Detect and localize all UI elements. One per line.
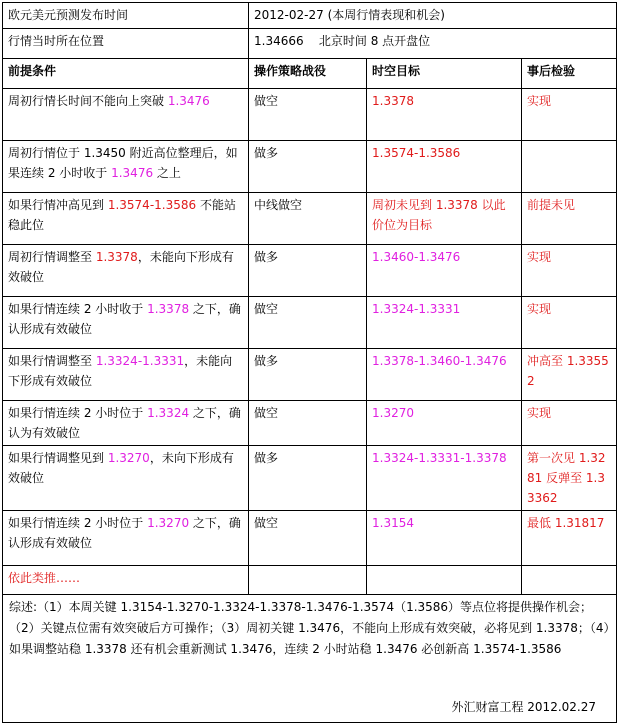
strategy-text: 做空 <box>254 94 279 108</box>
premise-cell <box>3 89 249 141</box>
rows.2.check-segment: 前提未见 <box>527 198 576 212</box>
table-row <box>3 401 617 446</box>
rows.7.target-segment: 1.3324-1.3331-1.3378 <box>372 451 507 465</box>
strategy-cell <box>249 401 367 446</box>
target-cell <box>367 446 522 511</box>
rows.4.premise-segment: 1.3378 <box>147 302 190 316</box>
rows.7.premise-segment: ，未向下形成有效破位 <box>8 451 234 485</box>
rows.5.premise-segment: 1.3324-1.3331 <box>95 354 185 368</box>
rows.9.premise-segment: 依此类推…… <box>8 571 81 585</box>
position-value-cell <box>249 29 617 59</box>
premise-cell <box>3 297 249 349</box>
rows.2.premise-segment: 不能站稳此位 <box>8 198 236 232</box>
table-row <box>3 89 617 141</box>
rows.2.premise-segment: 1.3574-1.3586 <box>107 198 197 212</box>
premise-cell <box>3 401 249 446</box>
forecast-rows <box>3 89 617 595</box>
rows.1.target-segment: 1.3574-1.3586 <box>372 146 461 160</box>
rows.7.premise-segment: 1.3270 <box>107 451 150 465</box>
check-cell <box>522 297 617 349</box>
premise-cell <box>3 245 249 297</box>
check-cell <box>522 193 617 245</box>
publish-time-row <box>3 3 617 29</box>
strategy-cell <box>249 245 367 297</box>
rows.8.target-segment: 1.3154 <box>372 516 414 530</box>
rows.5.premise-segment: ，未能向下形成有效破位 <box>8 354 233 388</box>
strategy-cell <box>249 511 367 566</box>
rows.2.target-segment: 周初未见到 1.3378 以此价位为目标 <box>372 198 506 232</box>
column-header-strategy: 操作策略战役 <box>249 59 367 89</box>
check-cell <box>522 566 617 595</box>
strategy-text: 做多 <box>254 146 279 160</box>
column-header-premise: 前提条件 <box>3 59 249 89</box>
rows.0.premise-segment: 周初行情长时间不能向上突破 <box>8 94 168 108</box>
rows.8.premise-segment: 1.3270 <box>147 516 190 530</box>
forecast-table <box>2 2 617 595</box>
position-row <box>3 29 617 59</box>
rows.4.premise-segment: 如果行情连续 2 小时收于 <box>8 302 148 316</box>
strategy-cell <box>249 193 367 245</box>
strategy-cell <box>249 141 367 193</box>
strategy-text: 做空 <box>254 516 279 530</box>
rows.0.premise-segment: 1.3476 <box>167 94 210 108</box>
table-row <box>3 245 617 297</box>
rows.3.check-segment: 实现 <box>527 250 552 264</box>
summary-box <box>2 595 617 723</box>
rows.3.target-segment: 1.3460-1.3476 <box>372 250 461 264</box>
strategy-text: 做多 <box>254 451 279 465</box>
target-cell <box>367 511 522 566</box>
rows.6.premise-segment: 如果行情连续 2 小时位于 <box>8 406 148 420</box>
rows.3.premise-segment: 周初行情调整至 <box>8 250 96 264</box>
rows.8.check-segment: 最低 1.31817 <box>527 516 605 530</box>
premise-cell <box>3 193 249 245</box>
premise-cell <box>3 446 249 511</box>
strategy-text: 做多 <box>254 250 279 264</box>
rows.8.premise-segment: 如果行情连续 2 小时位于 <box>8 516 148 530</box>
premise-cell <box>3 141 249 193</box>
strategy-text: 做空 <box>254 406 279 420</box>
target-cell <box>367 401 522 446</box>
target-cell <box>367 566 522 595</box>
check-cell <box>522 89 617 141</box>
rows.4.premise-segment: 之下，确认形成有效破位 <box>8 302 241 336</box>
table-row <box>3 297 617 349</box>
rows.4.target-segment: 1.3324-1.3331 <box>372 302 461 316</box>
rows.1.premise-segment: 之上 <box>153 166 181 180</box>
target-cell <box>367 297 522 349</box>
position-value: 1.34666 <box>254 34 304 48</box>
strategy-cell <box>249 349 367 401</box>
rows.4.check-segment: 实现 <box>527 302 552 316</box>
table-row <box>3 141 617 193</box>
rows.3.premise-segment: 1.3378 <box>95 250 138 264</box>
rows.8.premise-segment: 之下，确认形成有效破位 <box>8 516 241 550</box>
position-label: 行情当时所在位置 <box>3 29 249 59</box>
target-cell <box>367 141 522 193</box>
rows.5.premise-segment: 如果行情调整至 <box>8 354 96 368</box>
table-row <box>3 446 617 511</box>
premise-cell <box>3 511 249 566</box>
position-note: 北京时间 8 点开盘位 <box>318 34 431 48</box>
rows.3.premise-segment: ，未能向下形成有效破位 <box>8 250 234 284</box>
table-row <box>3 349 617 401</box>
strategy-text: 中线做空 <box>254 198 303 212</box>
premise-cell <box>3 349 249 401</box>
table-row <box>3 511 617 566</box>
publish-time-label: 欧元美元预测发布时间 <box>3 3 249 29</box>
rows.7.check-segment: 第一次见 1.3281 反弹至 1.33362 <box>527 451 606 505</box>
rows.6.premise-segment: 之下，确认为有效破位 <box>8 406 241 440</box>
rows.7.premise-segment: 如果行情调整见到 <box>8 451 108 465</box>
strategy-cell <box>249 566 367 595</box>
publish-date: 2012-02-27 <box>254 8 324 22</box>
check-cell <box>522 141 617 193</box>
premise-cell <box>3 566 249 595</box>
strategy-text: 做空 <box>254 302 279 316</box>
summary-text: 综述:（1）本周关键 1.3154-1.3270-1.3324-1.3378-1.3476-1.3574（1.3586）等点位将提供操作机会；（2）关键点位需有效突破后方可操作；（3）周初关键 1.3476，不能向上形成有效突破，必将见到 1.3378；（4）如果调整站稳 1.3378 还有机会重新测试 1.3476，连续 2 小时站稳 1.3476 必创新高 1.3574-1.3586 <box>9 600 610 656</box>
target-cell <box>367 89 522 141</box>
check-cell <box>522 511 617 566</box>
rows.0.target-segment: 1.3378 <box>372 94 414 108</box>
rows.5.target-segment: 1.3378-1.3460-1.3476 <box>372 354 507 368</box>
strategy-cell <box>249 89 367 141</box>
rows.5.check-segment: 冲高至 1.33552 <box>527 354 609 388</box>
rows.6.check-segment: 实现 <box>527 406 552 420</box>
target-cell <box>367 193 522 245</box>
table-row <box>3 566 617 595</box>
target-cell <box>367 245 522 297</box>
rows.6.target-segment: 1.3270 <box>372 406 414 420</box>
rows.2.premise-segment: 如果行情冲高见到 <box>8 198 108 212</box>
forecast-document <box>2 2 616 723</box>
publish-time-value <box>249 3 617 29</box>
check-cell <box>522 349 617 401</box>
signature: 外汇财富工程 2012.02.27 <box>451 700 596 714</box>
rows.1.premise-segment: 1.3476 <box>111 166 154 180</box>
rows.0.check-segment: 实现 <box>527 94 552 108</box>
column-header-check: 事后检验 <box>522 59 617 89</box>
rows.1.premise-segment: 周初行情位于 1.3450 附近高位整理后，如果连续 2 小时收于 <box>8 146 238 180</box>
target-cell <box>367 349 522 401</box>
column-header-row <box>3 59 617 89</box>
strategy-cell <box>249 446 367 511</box>
column-header-target: 时空目标 <box>367 59 522 89</box>
table-row <box>3 193 617 245</box>
check-cell <box>522 401 617 446</box>
strategy-text: 做多 <box>254 354 279 368</box>
check-cell <box>522 446 617 511</box>
rows.6.premise-segment: 1.3324 <box>147 406 190 420</box>
check-cell <box>522 245 617 297</box>
strategy-cell <box>249 297 367 349</box>
publish-date-note: (本周行情表现和机会) <box>327 8 445 22</box>
